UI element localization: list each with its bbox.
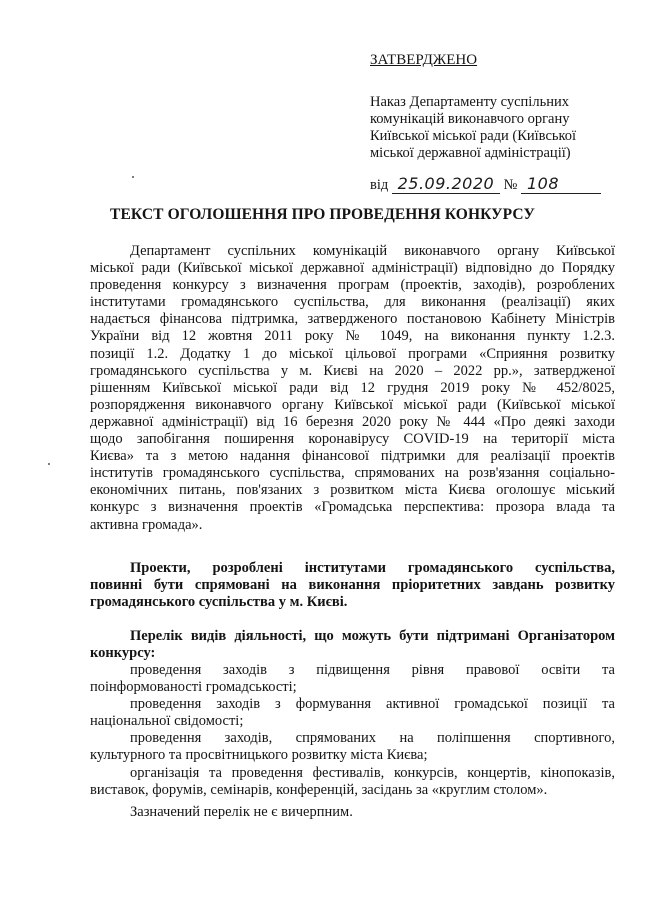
list-item: проведення заходів, спрямованих на поліпшення спортивного, <box>130 730 615 747</box>
scan-speck <box>48 463 50 465</box>
text-line: інститутів громадянського суспільства, спрямованих на розв'язання соціально- <box>90 465 615 482</box>
text-line: проведення конкурсу з визначення програм (проектів, заходів), розроблених <box>90 277 615 294</box>
order-date-number <box>370 174 601 194</box>
order-line: Київської міської ради (Київської <box>370 128 577 144</box>
text-line: міської ради (Київської міської державної адміністрації) відповідно до Порядку <box>90 260 615 277</box>
text-line: Проекти, розроблені інститутами громадянського суспільства, <box>130 560 615 576</box>
approved-stamp: ЗАТВЕРДЖЕНО <box>370 52 478 68</box>
number-sign: № <box>503 177 518 193</box>
text-line: Перелік видів діяльності, що можуть бути підтримані Організатором <box>130 628 615 644</box>
text-line: громадянського суспільства у м. Києві на 2020 – 2022 рр.», затвердженої <box>90 362 615 379</box>
list-item-cont: національної свідомості; <box>90 713 244 730</box>
approval-order <box>370 94 610 162</box>
order-line: комунікацій виконавчого органу <box>370 111 570 127</box>
list-item: проведення заходів з формування активної громадської позиції та <box>130 696 615 713</box>
text-line: надається фінансова підтримка, затвердженого постановою Кабінету Міністрів <box>90 311 615 328</box>
text-line: громадянського суспільства у м. Києві. <box>90 594 348 611</box>
activities-heading <box>90 628 615 662</box>
list-item: організація та проведення фестивалів, конкурсів, концертів, кінопоказів, <box>130 764 615 781</box>
text-line: позиції 1.2. Додатку 1 до міської цільової програми «Сприяння розвитку <box>90 345 615 362</box>
text-line: державної адміністрації) від 16 березня 2020 року № 444 «Про деякі заходи <box>90 413 615 430</box>
text-line: розпорядження виконавчого органу Київської міської ради (Київської міської <box>90 396 615 413</box>
text-line: Зазначений перелік не є вичерпним. <box>130 804 353 820</box>
projects-paragraph <box>90 560 615 611</box>
document-title: ТЕКСТ ОГОЛОШЕННЯ ПРО ПРОВЕДЕННЯ КОНКУРСУ <box>110 206 535 223</box>
text-line: рішенням Київської міської ради від 12 грудня 2019 року № 452/8025, <box>90 379 615 396</box>
list-item-cont: культурного та просвітницького розвитку міста Києва; <box>90 747 428 764</box>
text-line: інститутами громадянського суспільства, для виконання (реалізації) яких <box>90 294 615 311</box>
order-line: Наказ Департаменту суспільних <box>370 94 569 110</box>
text-line: Департамент суспільних комунікацій виконавчого органу Київської <box>130 243 615 259</box>
list-item-cont: виставок, форумів, семінарів, конференцій, засідань за «круглим столом». <box>90 781 548 798</box>
handwritten-number: 108 <box>521 174 601 194</box>
text-line: Києва» та з метою надання фінансової підтримки для реалізації проектів <box>90 448 615 465</box>
text-line: активна громада». <box>90 516 203 533</box>
text-line: конкурсу: <box>90 645 156 662</box>
list-item-cont: поінформованості громадськості; <box>90 679 297 696</box>
text-line: конкурс з визначення проектів «Громадська перспектива: прозора влада та <box>90 499 615 516</box>
closing-note <box>90 804 615 821</box>
order-line: міської державної адміністрації) <box>370 145 571 161</box>
text-line: щодо запобігання поширення коронавірусу COVID-19 на території міста <box>90 431 615 448</box>
scan-speck <box>132 176 134 178</box>
list-item: проведення заходів з підвищення рівня правової освіти та <box>130 662 615 678</box>
text-line: економічних питань, пов'язаних з розвитком міста Києва оголошує міський <box>90 482 615 499</box>
activities-list <box>90 662 615 799</box>
text-line: повинні бути спрямовані на виконання пріоритетних завдань розвитку <box>90 577 615 594</box>
handwritten-date: 25.09.2020 <box>392 174 500 194</box>
date-prefix: від <box>370 177 389 193</box>
intro-paragraph <box>90 243 615 534</box>
text-line: України від 12 жовтня 2011 року № 1049, на виконання пункту 1.2.3. <box>90 328 615 345</box>
